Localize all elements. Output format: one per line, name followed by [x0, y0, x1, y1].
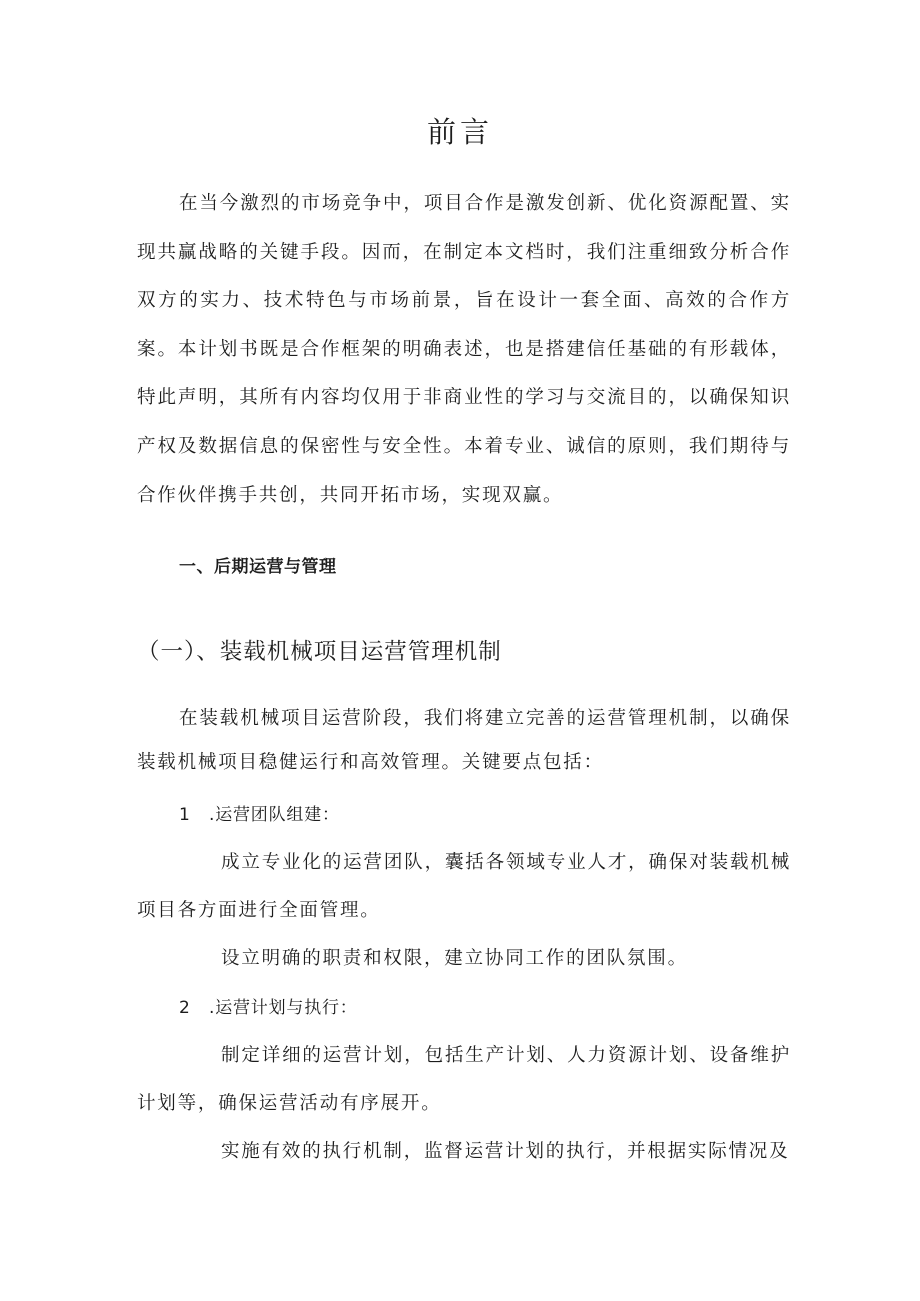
list-item-heading: [179, 993, 358, 1023]
list-item-title: .运营团队组建：: [209, 805, 340, 825]
preface-paragraph: 在当今激烈的市场竞争中，项目合作是激发创新、优化资源配置、实现共赢战略的关键手段。因而，在制定本文档时，我们注重细致分析合作双方的实力、技术特色与市场前景，旨在设计一套全面、高效的合作方案。本计划书既是合作框架的明确表述，也是搭建信任基础的有形载体，特此声明，其所有内容均仅用于非商业性的学习与交流目的，以确保知识产权及数据信息的保密性与安全性。本着专业、诚信的原则，我们期待与合作伙伴携手共创，共同开拓市场，实现双赢。: [137, 193, 791, 506]
section-heading: 一、后期运营与管理: [179, 557, 337, 577]
list-item-paragraph: 成立专业化的运营团队，囊括各领域专业人才，确保对装载机械项目各方面进行全面管理。: [137, 852, 791, 921]
subsection-heading: （一）、装载机械项目运营管理机制: [137, 639, 502, 665]
list-item-number: 2: [179, 998, 191, 1018]
list-item-title: .运营计划与执行：: [209, 998, 358, 1018]
subsection-intro-paragraph: 在装载机械项目运营阶段，我们将建立完善的运营管理机制，以确保装载机械项目稳健运行和高效管理。关键要点包括：: [137, 708, 791, 773]
list-item-heading: [179, 800, 340, 830]
list-item-number: 1: [179, 805, 191, 825]
list-item-paragraph: 设立明确的职责和权限，建立协同工作的团队氛围。: [221, 948, 688, 969]
list-item-paragraph: 实施有效的执行机制，监督运营计划的执行，并根据实际情况及: [221, 1141, 790, 1162]
list-item-paragraph: 制定详细的运营计划，包括生产计划、人力资源计划、设备维护计划等，确保运营活动有序展开。: [137, 1045, 791, 1114]
page-title: 前言: [426, 115, 493, 149]
